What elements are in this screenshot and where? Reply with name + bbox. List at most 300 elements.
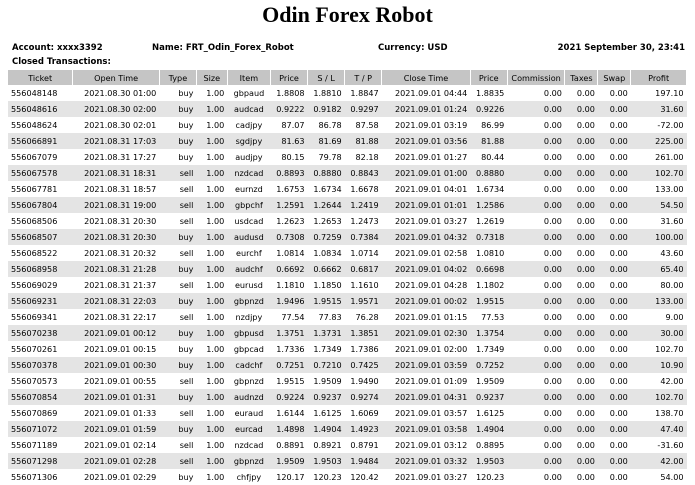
table-row [8, 165, 687, 181]
cell-type: buy [159, 261, 196, 277]
cell-ticket: 556071072 [8, 421, 73, 437]
cell-item: cadjpy [227, 117, 270, 133]
cell-size: 1.00 [196, 309, 227, 325]
cell-ticket: 556070869 [8, 405, 73, 421]
cell-size: 1.00 [196, 453, 227, 469]
cell-open-time: 2021.09.01 00:12 [73, 325, 159, 341]
cell-item: audnzd [227, 389, 270, 405]
cell-size: 1.00 [196, 293, 227, 309]
account-label: Account: xxxx3392 [12, 43, 103, 53]
cell-stop-loss: 1.1850 [308, 277, 345, 293]
cell-ticket: 556048616 [8, 101, 73, 117]
cell-taxes: 0.00 [565, 469, 598, 485]
cell-close-price: 86.99 [470, 117, 507, 133]
cell-stop-loss: 86.78 [308, 117, 345, 133]
cell-close-price: 1.0810 [470, 245, 507, 261]
cell-open-time: 2021.08.31 22:03 [73, 293, 159, 309]
cell-swap: 0.00 [598, 469, 631, 485]
cell-taxes: 0.00 [565, 213, 598, 229]
cell-swap: 0.00 [598, 437, 631, 453]
cell-open-price: 120.17 [271, 469, 308, 485]
cell-open-time: 2021.08.31 20:30 [73, 213, 159, 229]
page-title: Odin Forex Robot [262, 2, 433, 27]
cell-swap: 0.00 [598, 181, 631, 197]
cell-commission: 0.00 [507, 245, 565, 261]
cell-close-price: 1.2586 [470, 197, 507, 213]
cell-item: nzdjpy [227, 309, 270, 325]
cell-commission: 0.00 [507, 405, 565, 421]
cell-close-time: 2021.09.01 01:27 [382, 149, 471, 165]
table-row [8, 453, 687, 469]
cell-swap: 0.00 [598, 245, 631, 261]
cell-close-price: 0.9237 [470, 389, 507, 405]
column-header-size: Size [196, 70, 227, 85]
cell-close-price: 1.9515 [470, 293, 507, 309]
cell-commission: 0.00 [507, 293, 565, 309]
table-row [8, 325, 687, 341]
cell-take-profit: 0.8843 [345, 165, 382, 181]
table-row [8, 245, 687, 261]
column-header-close-price: Price [470, 70, 507, 85]
cell-profit: 133.00 [631, 181, 687, 197]
cell-profit: 100.00 [631, 229, 687, 245]
cell-stop-loss: 79.78 [308, 149, 345, 165]
cell-taxes: 0.00 [565, 437, 598, 453]
cell-ticket: 556070854 [8, 389, 73, 405]
cell-commission: 0.00 [507, 357, 565, 373]
cell-taxes: 0.00 [565, 85, 598, 101]
cell-type: buy [159, 341, 196, 357]
cell-close-time: 2021.09.01 03:58 [382, 421, 471, 437]
cell-type: sell [159, 373, 196, 389]
cell-close-price: 1.9503 [470, 453, 507, 469]
cell-close-time: 2021.09.01 02:30 [382, 325, 471, 341]
cell-close-price: 1.4904 [470, 421, 507, 437]
cell-commission: 0.00 [507, 181, 565, 197]
table-row [8, 293, 687, 309]
cell-open-time: 2021.09.01 02:28 [73, 453, 159, 469]
cell-open-time: 2021.08.31 20:30 [73, 229, 159, 245]
cell-open-price: 1.4898 [271, 421, 308, 437]
cell-stop-loss: 1.2653 [308, 213, 345, 229]
cell-stop-loss: 1.0834 [308, 245, 345, 261]
cell-item: audjpy [227, 149, 270, 165]
cell-taxes: 0.00 [565, 181, 598, 197]
cell-open-time: 2021.09.01 00:30 [73, 357, 159, 373]
cell-close-time: 2021.09.01 04:44 [382, 85, 471, 101]
cell-profit: 80.00 [631, 277, 687, 293]
cell-close-time: 2021.09.01 04:28 [382, 277, 471, 293]
cell-taxes: 0.00 [565, 101, 598, 117]
cell-ticket: 556070261 [8, 341, 73, 357]
cell-ticket: 556066891 [8, 133, 73, 149]
cell-open-price: 77.54 [271, 309, 308, 325]
cell-profit: 42.00 [631, 373, 687, 389]
cell-take-profit: 1.6678 [345, 181, 382, 197]
cell-commission: 0.00 [507, 229, 565, 245]
cell-taxes: 0.00 [565, 341, 598, 357]
cell-swap: 0.00 [598, 389, 631, 405]
cell-close-price: 0.7318 [470, 229, 507, 245]
cell-type: sell [159, 437, 196, 453]
cell-swap: 0.00 [598, 309, 631, 325]
cell-stop-loss: 0.6662 [308, 261, 345, 277]
cell-close-time: 2021.09.01 01:00 [382, 165, 471, 181]
cell-open-price: 1.3751 [271, 325, 308, 341]
cell-profit: 102.70 [631, 389, 687, 405]
cell-taxes: 0.00 [565, 405, 598, 421]
cell-item: nzdcad [227, 165, 270, 181]
column-header-item: Item [227, 70, 270, 85]
cell-taxes: 0.00 [565, 309, 598, 325]
cell-commission: 0.00 [507, 389, 565, 405]
cell-close-price: 1.2619 [470, 213, 507, 229]
cell-open-price: 1.8808 [271, 85, 308, 101]
cell-swap: 0.00 [598, 117, 631, 133]
cell-swap: 0.00 [598, 101, 631, 117]
cell-stop-loss: 0.7259 [308, 229, 345, 245]
table-row [8, 277, 687, 293]
column-header-commission: Commission [507, 70, 565, 85]
cell-stop-loss: 0.7210 [308, 357, 345, 373]
cell-item: chfjpy [227, 469, 270, 485]
cell-commission: 0.00 [507, 469, 565, 485]
cell-take-profit: 1.1610 [345, 277, 382, 293]
table-row [8, 389, 687, 405]
table-row [8, 373, 687, 389]
currency-label: Currency: USD [378, 43, 448, 53]
cell-ticket: 556068507 [8, 229, 73, 245]
cell-open-time: 2021.09.01 00:55 [73, 373, 159, 389]
cell-type: sell [159, 213, 196, 229]
column-header-swap: Swap [598, 70, 631, 85]
cell-close-time: 2021.09.01 01:15 [382, 309, 471, 325]
cell-ticket: 556070573 [8, 373, 73, 389]
cell-taxes: 0.00 [565, 453, 598, 469]
cell-stop-loss: 0.9237 [308, 389, 345, 405]
table-row [8, 357, 687, 373]
table-row [8, 117, 687, 133]
cell-take-profit: 0.8791 [345, 437, 382, 453]
cell-close-price: 1.6734 [470, 181, 507, 197]
cell-type: buy [159, 357, 196, 373]
column-header-type: Type [159, 70, 196, 85]
column-header-open-time: Open Time [73, 70, 159, 85]
cell-swap: 0.00 [598, 325, 631, 341]
cell-size: 1.00 [196, 389, 227, 405]
cell-ticket: 556068522 [8, 245, 73, 261]
cell-open-price: 1.7336 [271, 341, 308, 357]
cell-type: sell [159, 165, 196, 181]
cell-commission: 0.00 [507, 101, 565, 117]
column-header-open-price: Price [271, 70, 308, 85]
table-row [8, 133, 687, 149]
cell-swap: 0.00 [598, 421, 631, 437]
cell-ticket: 556068958 [8, 261, 73, 277]
cell-item: nzdcad [227, 437, 270, 453]
cell-profit: 10.90 [631, 357, 687, 373]
cell-stop-loss: 1.6125 [308, 405, 345, 421]
cell-close-price: 0.8895 [470, 437, 507, 453]
cell-stop-loss: 1.8810 [308, 85, 345, 101]
table-row [8, 309, 687, 325]
cell-size: 1.00 [196, 149, 227, 165]
cell-size: 1.00 [196, 357, 227, 373]
cell-open-price: 0.8893 [271, 165, 308, 181]
cell-item: gbpnzd [227, 373, 270, 389]
cell-close-price: 120.23 [470, 469, 507, 485]
cell-open-time: 2021.08.30 02:00 [73, 101, 159, 117]
cell-stop-loss: 1.9503 [308, 453, 345, 469]
cell-take-profit: 1.4923 [345, 421, 382, 437]
cell-take-profit: 1.9484 [345, 453, 382, 469]
cell-taxes: 0.00 [565, 373, 598, 389]
cell-open-time: 2021.08.31 17:03 [73, 133, 159, 149]
cell-close-time: 2021.09.01 01:24 [382, 101, 471, 117]
cell-swap: 0.00 [598, 405, 631, 421]
cell-take-profit: 1.8847 [345, 85, 382, 101]
cell-open-price: 1.6753 [271, 181, 308, 197]
cell-open-time: 2021.08.31 20:32 [73, 245, 159, 261]
cell-take-profit: 87.58 [345, 117, 382, 133]
cell-close-time: 2021.09.01 03:59 [382, 357, 471, 373]
cell-type: buy [159, 325, 196, 341]
cell-close-time: 2021.09.01 03:19 [382, 117, 471, 133]
cell-ticket: 556069231 [8, 293, 73, 309]
cell-open-price: 1.9509 [271, 453, 308, 469]
cell-taxes: 0.00 [565, 149, 598, 165]
cell-type: buy [159, 293, 196, 309]
cell-ticket: 556071298 [8, 453, 73, 469]
cell-type: buy [159, 389, 196, 405]
cell-open-price: 1.9496 [271, 293, 308, 309]
cell-item: eurnzd [227, 181, 270, 197]
cell-item: sgdjpy [227, 133, 270, 149]
cell-stop-loss: 1.9515 [308, 293, 345, 309]
cell-close-price: 1.8835 [470, 85, 507, 101]
cell-swap: 0.00 [598, 213, 631, 229]
cell-size: 1.00 [196, 277, 227, 293]
cell-type: sell [159, 277, 196, 293]
cell-size: 1.00 [196, 437, 227, 453]
cell-swap: 0.00 [598, 341, 631, 357]
table-row [8, 341, 687, 357]
cell-open-time: 2021.08.31 21:37 [73, 277, 159, 293]
cell-swap: 0.00 [598, 197, 631, 213]
cell-type: sell [159, 181, 196, 197]
cell-taxes: 0.00 [565, 165, 598, 181]
cell-profit: 102.70 [631, 341, 687, 357]
cell-profit: 225.00 [631, 133, 687, 149]
cell-commission: 0.00 [507, 421, 565, 437]
cell-ticket: 556067079 [8, 149, 73, 165]
cell-size: 1.00 [196, 133, 227, 149]
cell-take-profit: 1.2419 [345, 197, 382, 213]
cell-swap: 0.00 [598, 277, 631, 293]
cell-size: 1.00 [196, 181, 227, 197]
table-row [8, 197, 687, 213]
cell-type: buy [159, 101, 196, 117]
cell-ticket: 556048624 [8, 117, 73, 133]
cell-close-price: 1.9509 [470, 373, 507, 389]
cell-commission: 0.00 [507, 261, 565, 277]
cell-size: 1.00 [196, 245, 227, 261]
cell-swap: 0.00 [598, 453, 631, 469]
cell-take-profit: 76.28 [345, 309, 382, 325]
cell-item: gbpnzd [227, 453, 270, 469]
cell-commission: 0.00 [507, 341, 565, 357]
table-row [8, 213, 687, 229]
cell-take-profit: 120.42 [345, 469, 382, 485]
cell-size: 1.00 [196, 85, 227, 101]
column-header-stop-loss: S / L [308, 70, 345, 85]
cell-open-price: 0.7308 [271, 229, 308, 245]
cell-take-profit: 1.6069 [345, 405, 382, 421]
cell-type: sell [159, 245, 196, 261]
cell-profit: 43.60 [631, 245, 687, 261]
cell-size: 1.00 [196, 117, 227, 133]
cell-close-time: 2021.09.01 00:02 [382, 293, 471, 309]
cell-close-price: 81.88 [470, 133, 507, 149]
table-row [8, 101, 687, 117]
cell-open-price: 1.1810 [271, 277, 308, 293]
column-header-close-time: Close Time [382, 70, 471, 85]
cell-swap: 0.00 [598, 373, 631, 389]
cell-item: audcad [227, 101, 270, 117]
cell-taxes: 0.00 [565, 357, 598, 373]
cell-open-price: 1.6144 [271, 405, 308, 421]
cell-swap: 0.00 [598, 149, 631, 165]
cell-stop-loss: 1.6734 [308, 181, 345, 197]
cell-ticket: 556068506 [8, 213, 73, 229]
cell-profit: 133.00 [631, 293, 687, 309]
cell-open-price: 0.9222 [271, 101, 308, 117]
cell-stop-loss: 0.9182 [308, 101, 345, 117]
cell-close-price: 1.1802 [470, 277, 507, 293]
cell-ticket: 556067804 [8, 197, 73, 213]
cell-open-time: 2021.09.01 01:59 [73, 421, 159, 437]
cell-open-price: 1.9515 [271, 373, 308, 389]
cell-close-price: 0.6698 [470, 261, 507, 277]
cell-ticket: 556067578 [8, 165, 73, 181]
cell-stop-loss: 1.7349 [308, 341, 345, 357]
cell-open-time: 2021.08.30 01:00 [73, 85, 159, 101]
cell-take-profit: 1.0714 [345, 245, 382, 261]
cell-stop-loss: 120.23 [308, 469, 345, 485]
cell-type: buy [159, 421, 196, 437]
cell-type: sell [159, 453, 196, 469]
cell-size: 1.00 [196, 341, 227, 357]
cell-take-profit: 1.3851 [345, 325, 382, 341]
cell-close-time: 2021.09.01 03:57 [382, 405, 471, 421]
cell-stop-loss: 1.9509 [308, 373, 345, 389]
cell-take-profit: 1.7386 [345, 341, 382, 357]
cell-item: gbpaud [227, 85, 270, 101]
cell-profit: 197.10 [631, 85, 687, 101]
cell-profit: 47.40 [631, 421, 687, 437]
cell-taxes: 0.00 [565, 229, 598, 245]
cell-swap: 0.00 [598, 261, 631, 277]
cell-open-time: 2021.09.01 02:29 [73, 469, 159, 485]
cell-open-price: 1.0814 [271, 245, 308, 261]
cell-commission: 0.00 [507, 453, 565, 469]
cell-size: 1.00 [196, 213, 227, 229]
cell-open-time: 2021.08.30 02:01 [73, 117, 159, 133]
cell-commission: 0.00 [507, 165, 565, 181]
cell-taxes: 0.00 [565, 245, 598, 261]
cell-profit: 54.00 [631, 469, 687, 485]
cell-profit: 102.70 [631, 165, 687, 181]
cell-close-time: 2021.09.01 04:01 [382, 181, 471, 197]
cell-open-time: 2021.08.31 19:00 [73, 197, 159, 213]
cell-profit: 65.40 [631, 261, 687, 277]
cell-open-price: 0.8891 [271, 437, 308, 453]
cell-size: 1.00 [196, 469, 227, 485]
cell-item: gbpchf [227, 197, 270, 213]
cell-take-profit: 0.7384 [345, 229, 382, 245]
table-row [8, 437, 687, 453]
cell-commission: 0.00 [507, 277, 565, 293]
cell-commission: 0.00 [507, 149, 565, 165]
cell-stop-loss: 1.4904 [308, 421, 345, 437]
cell-size: 1.00 [196, 373, 227, 389]
cell-item: cadchf [227, 357, 270, 373]
cell-ticket: 556071306 [8, 469, 73, 485]
cell-close-price: 1.3754 [470, 325, 507, 341]
cell-profit: 31.60 [631, 101, 687, 117]
cell-ticket: 556070238 [8, 325, 73, 341]
cell-taxes: 0.00 [565, 133, 598, 149]
table-row [8, 261, 687, 277]
cell-commission: 0.00 [507, 309, 565, 325]
cell-type: buy [159, 133, 196, 149]
cell-close-time: 2021.09.01 02:00 [382, 341, 471, 357]
cell-taxes: 0.00 [565, 325, 598, 341]
cell-item: eurusd [227, 277, 270, 293]
cell-profit: 54.50 [631, 197, 687, 213]
cell-ticket: 556070378 [8, 357, 73, 373]
cell-close-time: 2021.09.01 03:27 [382, 469, 471, 485]
cell-open-time: 2021.09.01 02:14 [73, 437, 159, 453]
cell-open-price: 1.2623 [271, 213, 308, 229]
cell-commission: 0.00 [507, 373, 565, 389]
cell-size: 1.00 [196, 421, 227, 437]
cell-open-time: 2021.09.01 01:33 [73, 405, 159, 421]
cell-commission: 0.00 [507, 325, 565, 341]
column-header-profit: Profit [631, 70, 687, 85]
cell-size: 1.00 [196, 261, 227, 277]
cell-stop-loss: 81.69 [308, 133, 345, 149]
cell-close-time: 2021.09.01 03:27 [382, 213, 471, 229]
cell-taxes: 0.00 [565, 389, 598, 405]
cell-open-time: 2021.09.01 00:15 [73, 341, 159, 357]
cell-swap: 0.00 [598, 165, 631, 181]
cell-close-price: 0.9226 [470, 101, 507, 117]
cell-take-profit: 0.9274 [345, 389, 382, 405]
cell-open-price: 0.7251 [271, 357, 308, 373]
cell-take-profit: 0.6817 [345, 261, 382, 277]
cell-type: sell [159, 197, 196, 213]
cell-type: buy [159, 469, 196, 485]
cell-item: eurcad [227, 421, 270, 437]
cell-type: sell [159, 405, 196, 421]
cell-item: gbpnzd [227, 293, 270, 309]
cell-close-time: 2021.09.01 02:58 [382, 245, 471, 261]
cell-profit: -72.00 [631, 117, 687, 133]
cell-take-profit: 1.9571 [345, 293, 382, 309]
cell-profit: 9.00 [631, 309, 687, 325]
column-header-taxes: Taxes [565, 70, 598, 85]
